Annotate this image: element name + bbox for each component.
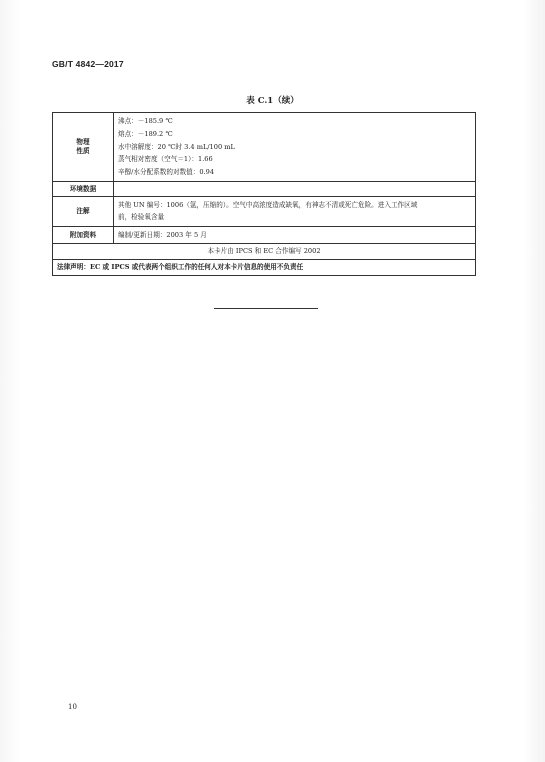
- end-of-document-rule: [214, 308, 318, 309]
- environmental-data-content: [114, 181, 476, 196]
- legal-label: 法律声明：: [57, 263, 90, 272]
- physical-properties-content: [114, 113, 476, 182]
- additional-info-content: 编制/更新日期：2003 年 5 月: [114, 226, 476, 243]
- table-row-additional-info: [53, 226, 476, 243]
- notes-content: [114, 196, 476, 226]
- melting-point: 熔点：－189.2 ℃: [118, 129, 173, 138]
- octanol-water-partition: 辛醇/水分配系数的对数值：0.94: [118, 168, 215, 177]
- notes-label: 注解: [53, 196, 114, 226]
- standard-number: GB/T 4842—2017: [52, 59, 124, 69]
- boiling-point: 沸点：－185.9 ℃: [118, 117, 173, 125]
- notes-line1: 其他 UN 编号：1006（氩，压缩的）。空气中高浓度造成缺氧，有神志不清或死亡危险。进入工作区域: [118, 200, 418, 209]
- vapour-relative-density: 蒸气相对密度（空气＝1）：1.66: [118, 155, 213, 164]
- table-row-environmental-data: [53, 181, 476, 196]
- page-number: 10: [68, 703, 77, 711]
- compiled-by-note: 本卡片由 IPCS 和 EC 合作编写 2002: [53, 243, 476, 259]
- table-row-notes: [53, 196, 476, 226]
- additional-info-label: 附加资料: [53, 226, 114, 243]
- legal-statement: [53, 259, 476, 275]
- legal-text: EC 或 IPCS 或代表两个组织工作的任何人对本卡片信息的使用不负责任: [89, 263, 304, 272]
- table-title: 表 C.1（续）: [246, 96, 299, 106]
- chemical-safety-card-table: [52, 112, 476, 276]
- table-row-compiled-by: [53, 243, 476, 259]
- environmental-data-label: 环境数据: [53, 181, 114, 196]
- physical-properties-label-line2: 性质: [76, 146, 90, 155]
- notes-line2: 前，检验氧含量: [118, 213, 165, 222]
- table-row-physical-properties: [53, 113, 476, 182]
- table-row-legal: [53, 259, 476, 275]
- physical-properties-label-line1: 物理: [76, 138, 90, 147]
- physical-properties-label: [53, 113, 114, 182]
- water-solubility: 水中溶解度：20 ℃时 3.4 mL/100 mL: [118, 142, 235, 151]
